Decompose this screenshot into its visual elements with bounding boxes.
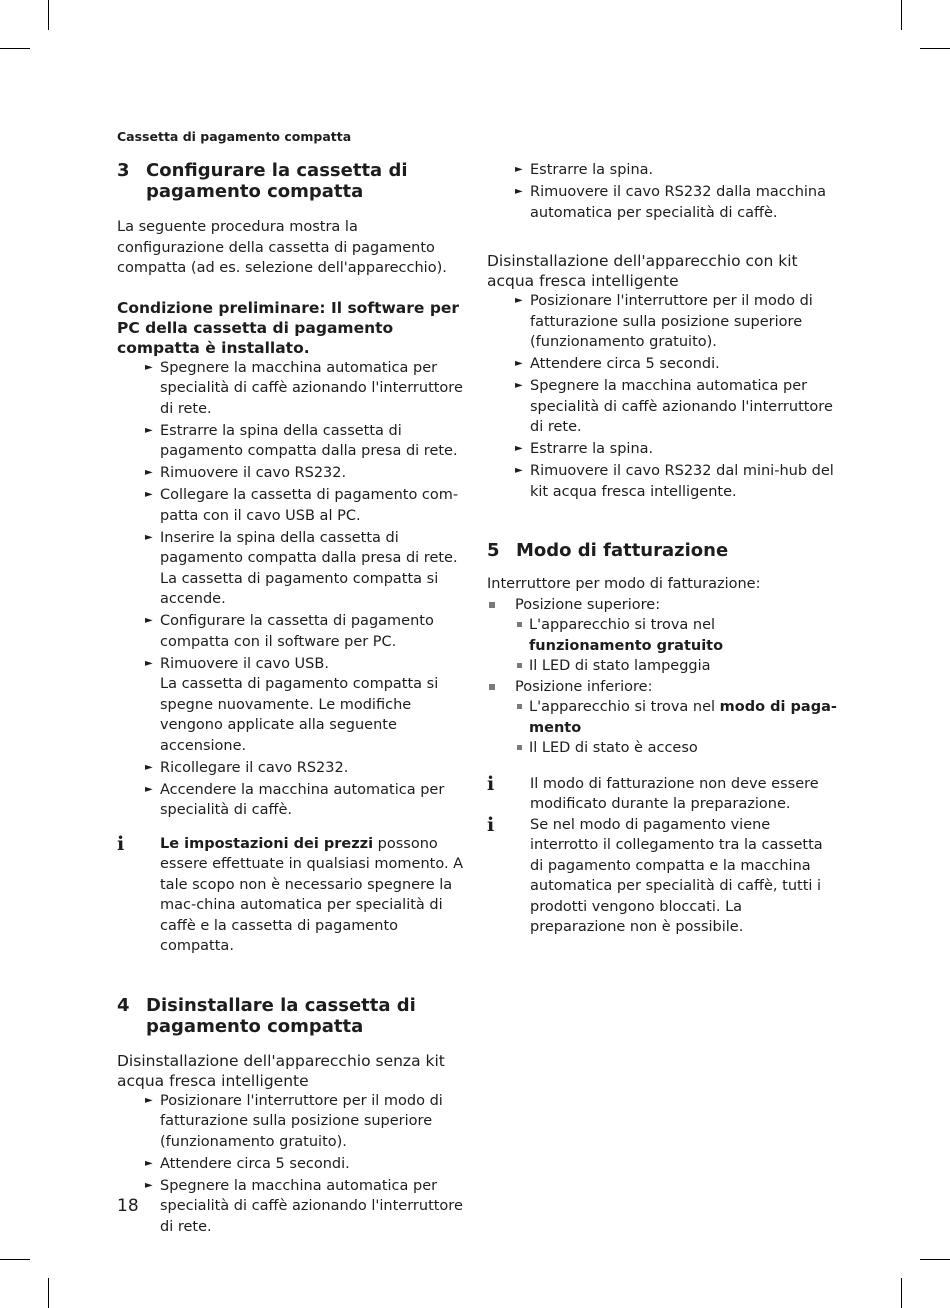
list-item: ► Rimuovere il cavo RS232 dal mini-hub del kit acqua fresca intelligente.: [515, 463, 834, 500]
section-number: 4: [117, 994, 130, 1016]
list-item: ► Ricollegare il cavo RS232.: [117, 758, 467, 779]
section-4-heading: [117, 995, 467, 1037]
list-item: L'apparecchio si trova nel modo di paga-mento: [515, 697, 837, 738]
info-icon: i: [487, 813, 495, 836]
section-5-intro: Interruttore per modo di fatturazione:: [487, 576, 761, 592]
arrow-bullet-icon: ►: [515, 358, 523, 369]
list-item: ► Accendere la macchina automatica per specialità di caffè.: [145, 781, 445, 818]
list-item: ► Inserire la spina della cassetta di pagamento compatta dalla presa di rete. La cassetta di pagamento compatta si accende.: [117, 528, 467, 610]
section-3-intro: La seguente procedura mostra la configurazione della cassetta di pagamento compatta (ad es. selezione dell'apparecchio).: [117, 219, 447, 276]
list-item: ► Estrarre la spina.: [487, 439, 837, 460]
list-item: ► Spegnere la macchina automatica per specialità di caffè azionando l'interruttore di rete.: [515, 378, 833, 435]
crop-mark: [48, 0, 49, 30]
crop-mark: [48, 1278, 49, 1308]
uninstall-steps-continued: [487, 160, 837, 223]
arrow-bullet-icon: ►: [145, 424, 153, 436]
crop-mark: [0, 1259, 30, 1260]
arrow-bullet-icon: ►: [515, 380, 523, 391]
section-number: 3: [117, 160, 130, 181]
crop-mark: [901, 0, 902, 30]
arrow-bullet-icon: ►: [145, 657, 153, 669]
section-number: 5: [487, 540, 500, 561]
list-item: ► Posizionare l'interruttore per il modo di fatturazione sulla posizione superiore (funzionamento gratuito).: [145, 1092, 443, 1150]
arrow-bullet-icon: ►: [145, 361, 153, 373]
list-item: ► Spegnere la macchina automatica per specialità di caffè azionando l'interruttore di rete.: [145, 1177, 463, 1235]
square-bullet-icon: [517, 663, 522, 668]
list-item: ► Estrarre la spina della cassetta di pagamento compatta dalla presa di rete.: [145, 422, 458, 459]
arrow-bullet-icon: ►: [515, 295, 523, 306]
list-item: ► Configurare la cassetta di pagamento compatta con il software per PC.: [145, 613, 434, 650]
step-result: La cassetta di pagamento compatta si accende.: [160, 570, 439, 607]
list-item: ► Attendere circa 5 secondi.: [117, 1154, 467, 1175]
sub-list: [515, 697, 837, 759]
sub-list: [515, 615, 837, 677]
page-number: 18: [117, 1196, 139, 1216]
precondition-heading: Condizione preliminare: Il software per PC della cassetta di pagamento compatta è installato.: [117, 298, 460, 357]
info-note: i Le impostazioni dei prezzi possono essere effettuate in qualsiasi momento. A tale scopo non è necessario spegnere la mac-china automatica per specialità di caffè e la cassetta di pagamento compatta.: [117, 832, 464, 954]
section-title: Configurare la cassetta di pagamento compatta: [146, 160, 408, 202]
billing-mode-list: [487, 595, 837, 759]
list-item: Il LED di stato lampeggia: [515, 656, 837, 677]
info-note: i Il modo di fatturazione non deve essere modificato durante la preparazione.: [487, 772, 819, 812]
info-icon: i: [487, 772, 495, 795]
section-3-heading: [117, 160, 467, 202]
arrow-bullet-icon: ►: [145, 761, 153, 773]
arrow-bullet-icon: ►: [145, 783, 153, 795]
list-item: ► Attendere circa 5 secondi.: [487, 354, 837, 375]
list-item: Posizione superiore: L'apparecchio si trova nel funzionamento gratuito Il LED di stato lampeggia: [487, 595, 837, 677]
arrow-bullet-icon: ►: [515, 465, 523, 476]
section-title: Modo di fatturazione: [516, 540, 729, 561]
arrow-bullet-icon: ►: [515, 443, 523, 454]
list-item: ► Rimuovere il cavo USB. La cassetta di pagamento compatta si spegne nuovamente. Le modifiche vengono applicate alla seguente accensione.: [117, 654, 467, 757]
list-item: ► Spegnere la macchina automatica per specialità di caffè azionando l'interruttore di rete.: [145, 359, 463, 417]
square-bullet-icon: [517, 622, 522, 627]
square-bullet-icon: [489, 684, 495, 690]
arrow-bullet-icon: ►: [145, 615, 153, 626]
arrow-bullet-icon: ►: [145, 1157, 153, 1169]
uninstall-steps: [117, 1091, 467, 1238]
square-bullet-icon: [517, 704, 522, 709]
list-item: Posizione inferiore: L'apparecchio si trova nel modo di paga-mento Il LED di stato è acceso: [487, 677, 837, 759]
right-column: [487, 160, 837, 938]
square-bullet-icon: [489, 602, 495, 608]
info-note: i Se nel modo di pagamento viene interrotto il collegamento tra la cassetta di pagamento compatta e la macchina automatica per specialità di caffè, tutti i prodotti vengono bloccati. La preparazione non è possibile.: [487, 813, 823, 935]
arrow-bullet-icon: ►: [145, 467, 153, 478]
list-item: ► Rimuovere il cavo RS232.: [117, 463, 467, 484]
configure-steps: [117, 358, 467, 821]
info-icon: i: [117, 832, 125, 855]
arrow-bullet-icon: ►: [145, 531, 153, 543]
arrow-bullet-icon: ►: [145, 489, 153, 500]
list-item: ► Posizionare l'interruttore per il modo di fatturazione sulla posizione superiore (funzionamento gratuito).: [515, 293, 813, 350]
step-result: La cassetta di pagamento compatta si spegne nuovamente. Le modifiche vengono applicate alla seguente accensione.: [160, 676, 439, 754]
arrow-bullet-icon: ►: [145, 1179, 153, 1191]
subsection-heading: Disinstallazione dell'apparecchio senza kit acqua fresca intelligente: [117, 1051, 445, 1090]
list-item: ► Collegare la cassetta di pagamento com-patta con il cavo USB al PC.: [145, 487, 459, 524]
arrow-bullet-icon: ►: [515, 164, 523, 175]
list-item: ► Estrarre la spina.: [487, 160, 837, 181]
section-5-heading: [487, 540, 837, 561]
arrow-bullet-icon: ►: [515, 186, 523, 197]
crop-mark: [920, 1259, 950, 1260]
list-item: Il LED di stato è acceso: [515, 738, 837, 759]
list-item: ► Rimuovere il cavo RS232 dalla macchina automatica per specialità di caffè.: [515, 184, 827, 221]
running-header: Cassetta di pagamento compatta: [117, 129, 352, 144]
uninstall-steps-kit: [487, 291, 837, 502]
subsection-heading: Disinstallazione dell'apparecchio con kit acqua fresca intelligente: [487, 252, 798, 290]
list-item: L'apparecchio si trova nel funzionamento gratuito: [515, 615, 837, 656]
arrow-bullet-icon: ►: [145, 1094, 153, 1106]
left-column: [117, 160, 467, 1239]
crop-mark: [0, 48, 30, 49]
crop-mark: [920, 48, 950, 49]
crop-mark: [901, 1278, 902, 1308]
square-bullet-icon: [517, 745, 522, 750]
section-title: Disinstallare la cassetta di pagamento compatta: [146, 994, 416, 1037]
